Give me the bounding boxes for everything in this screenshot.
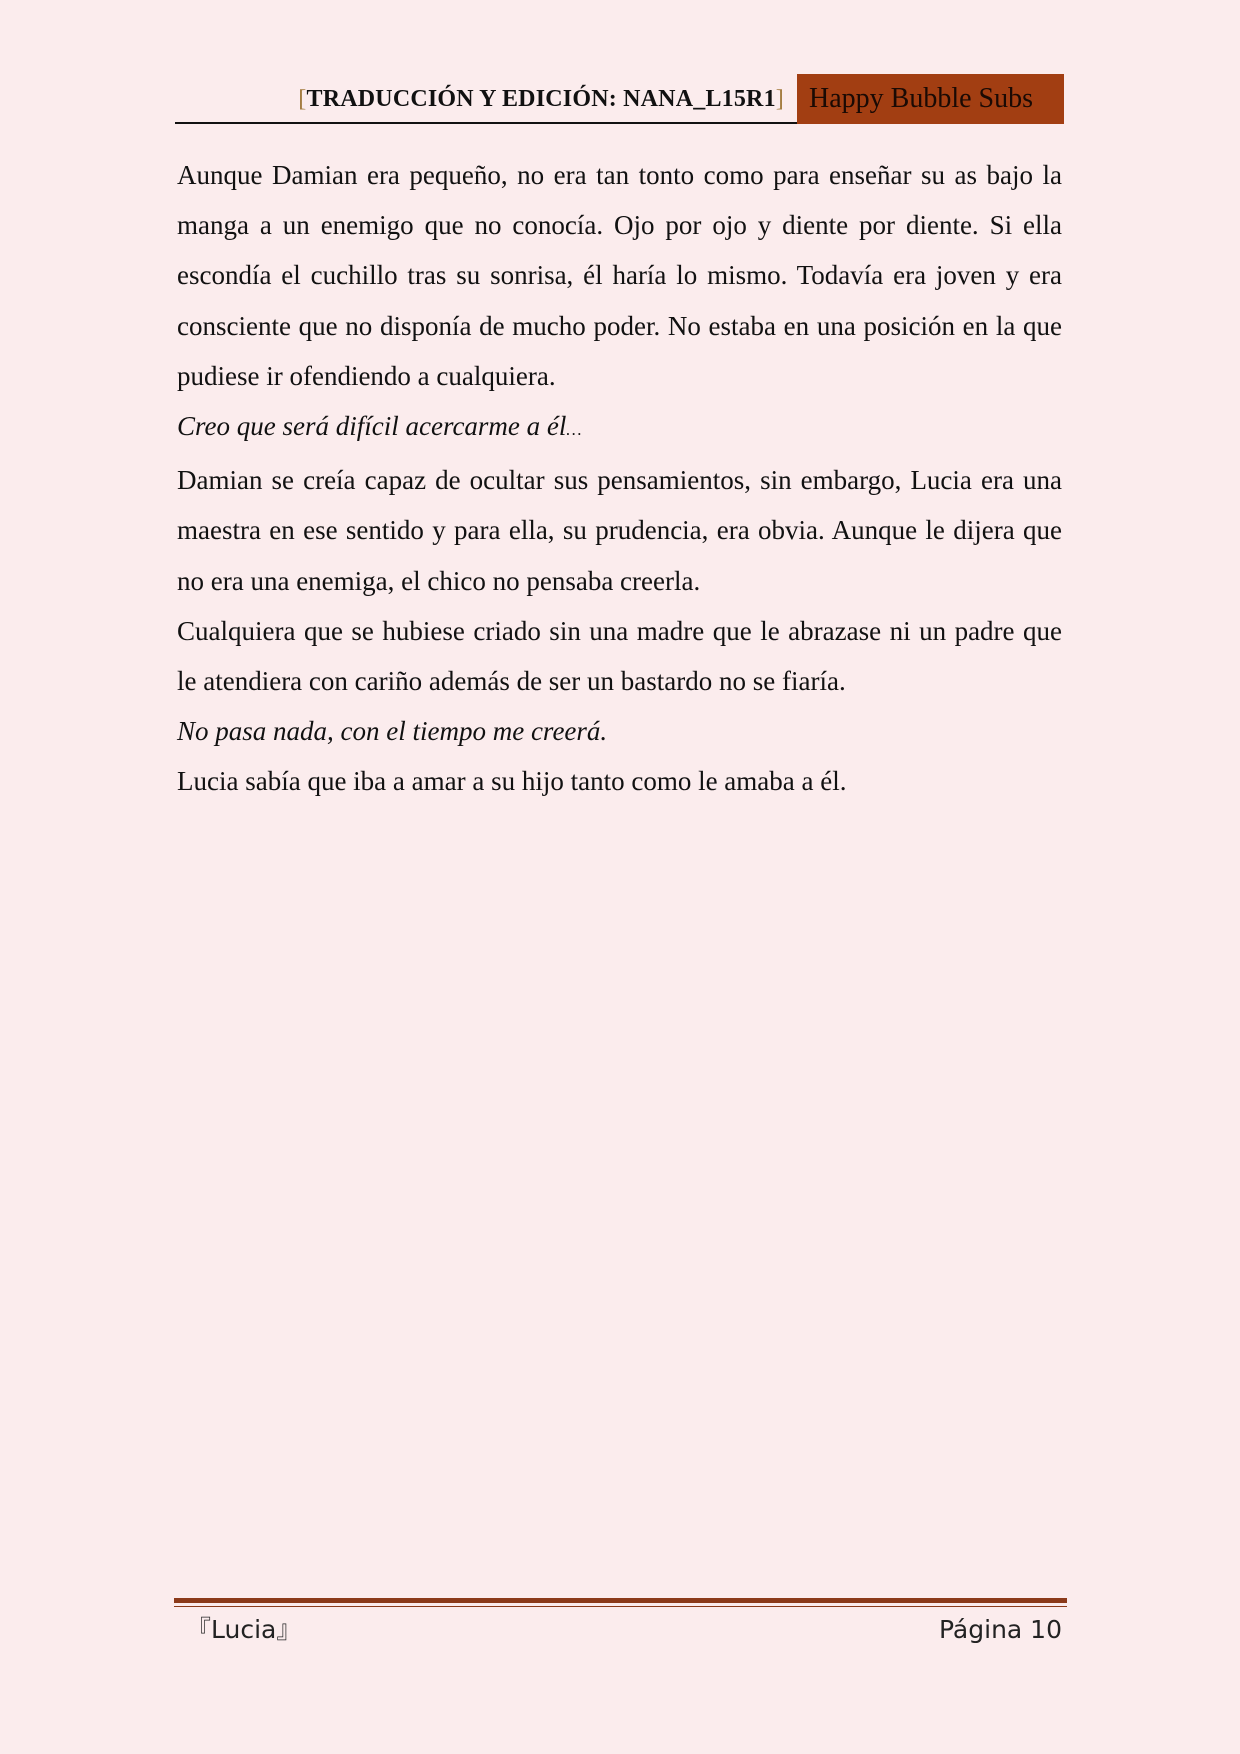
credit-text: TRADUCCIÓN Y EDICIÓN: NANA_L15R1 xyxy=(306,86,776,112)
paragraph-3: Damian se creía capaz de ocultar sus pensamientos, sin embargo, Lucia era una maestra en ese sentido y para ella, su prudencia, era obvia. Aunque le dijera que no era una enemiga, el chico no pensaba creerla. xyxy=(177,465,1062,596)
paragraph-1: Aunque Damian era pequeño, no era tan tonto como para enseñar su as bajo la manga a un enemigo que no conocía. Ojo por ojo y diente por diente. Si ella escondía el cuchillo tras su sonrisa, él haría lo mismo. Todavía era joven y era consciente que no disponía de mucho poder. No estaba en una posición en la que pudiese ir ofendiendo a cualquiera. xyxy=(177,160,1062,391)
footer-book-title: 『Lucia』 xyxy=(186,1615,302,1644)
page-header xyxy=(175,74,1064,124)
footer-rule-thin xyxy=(174,1606,1067,1607)
thought-text: Creo que será difícil acercarme a él xyxy=(177,411,567,442)
page-body xyxy=(177,150,1062,807)
header-rule xyxy=(175,122,797,124)
paragraph-6: Lucia sabía que iba a amar a su hijo tanto como le amaba a él. xyxy=(177,766,847,797)
paragraph-2-thought xyxy=(177,401,1062,455)
credit-bracket-open: [ xyxy=(298,86,307,112)
group-badge: Happy Bubble Subs xyxy=(797,74,1064,124)
footer-page-number: Página 10 xyxy=(938,1615,1062,1644)
paragraph-5-thought: No pasa nada, con el tiempo me creerá. xyxy=(177,716,608,747)
credit-bracket-close: ] xyxy=(775,86,784,112)
translation-credit xyxy=(298,86,784,113)
footer-rule-thick xyxy=(174,1598,1067,1603)
paragraph-4: Cualquiera que se hubiese criado sin una madre que le abrazase ni un padre que le atendiera con cariño además de ser un bastardo no se fiaría. xyxy=(177,615,1062,697)
thought-ellipsis: … xyxy=(566,420,582,440)
